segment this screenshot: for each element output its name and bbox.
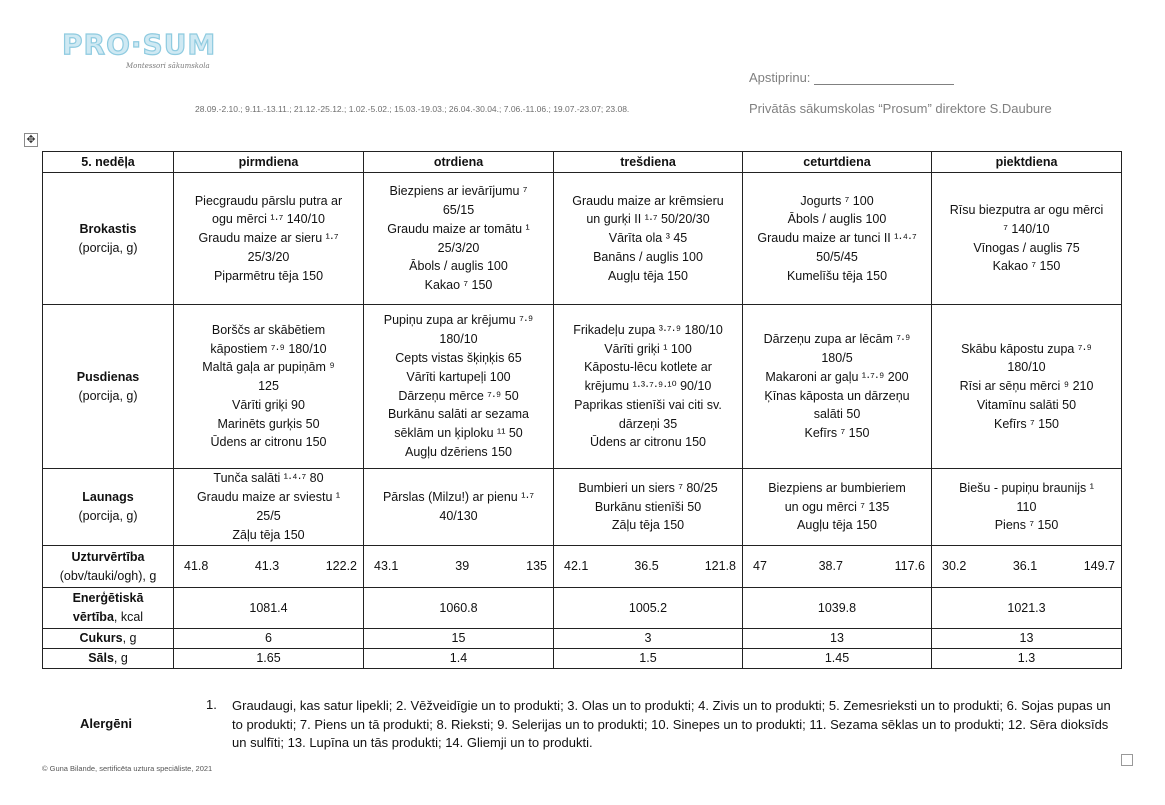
row-label bbox=[43, 173, 174, 305]
menu-line: Cepts vistas šķiņķis 65 bbox=[395, 350, 522, 365]
copyright-footer: © Guna Bilande, sertificēta uztura speciāliste, 2021 bbox=[42, 764, 213, 773]
sugar-value: 13 bbox=[743, 629, 932, 649]
menu-line: Frikadeļu zupa ³·⁷·⁹ 180/10 bbox=[573, 322, 723, 337]
protein-value: 42.1 bbox=[564, 559, 589, 574]
menu-line: Biezpiens ar ievārījumu ⁷ bbox=[389, 184, 528, 199]
sugar-label: Cukurs bbox=[79, 631, 123, 645]
salt-value: 1.5 bbox=[554, 648, 743, 668]
menu-line: Graudu maize ar sieru ¹·⁷ bbox=[198, 231, 339, 246]
menu-line: Ūdens ar citronu 150 bbox=[210, 435, 327, 450]
energy-value: 1021.3 bbox=[932, 588, 1122, 629]
menu-line: Ķīnas kāposta un dārzeņu bbox=[764, 388, 910, 403]
sugar-value: 13 bbox=[932, 629, 1122, 649]
menu-line: Zāļu tēja 150 bbox=[611, 518, 685, 533]
menu-line: Piparmētru tēja 150 bbox=[213, 268, 324, 283]
salt-value: 1.65 bbox=[174, 648, 364, 668]
nutrition-cell bbox=[932, 546, 1122, 588]
meal-cell bbox=[364, 173, 554, 305]
menu-line: Rīsu biezputra ar ogu mērci bbox=[949, 202, 1104, 217]
meal-cell bbox=[174, 305, 364, 469]
salt-value: 1.4 bbox=[364, 648, 554, 668]
salt-value: 1.45 bbox=[743, 648, 932, 668]
snack-row bbox=[43, 469, 1122, 546]
menu-line: Borščs ar skābētiem bbox=[211, 322, 326, 337]
allergens-label: Alergēni bbox=[80, 716, 133, 731]
day-header: piektdiena bbox=[932, 152, 1122, 173]
menu-line: Rīsi ar sēņu mērci ⁹ 210 bbox=[959, 379, 1094, 394]
menu-dates: 28.09.-2.10.; 9.11.-13.11.; 21.12.-25.12.; 1.02.-5.02.; 15.03.-19.03.; 26.04.-30.04.; 7.06.-11.06.; 19.07.-23.07; 23.08. bbox=[195, 104, 630, 114]
fat-value: 39 bbox=[455, 559, 470, 574]
table-move-handle-icon[interactable]: ✥ bbox=[24, 133, 38, 147]
lunch-row bbox=[43, 305, 1122, 469]
carbs-value: 122.2 bbox=[325, 559, 357, 574]
nutrition-units: (obv/tauki/ogh), g bbox=[59, 568, 157, 583]
carbs-value: 117.6 bbox=[894, 559, 925, 574]
meal-cell bbox=[932, 469, 1122, 546]
menu-line: 180/10 bbox=[1007, 360, 1046, 375]
menu-line: ⁷ 140/10 bbox=[1003, 221, 1050, 236]
fat-value: 38.7 bbox=[818, 559, 843, 574]
menu-line: 25/5 bbox=[256, 509, 281, 523]
menu-line: Ābols / auglis 100 bbox=[409, 259, 508, 274]
allergens-number: 1. bbox=[206, 697, 217, 712]
menu-line: Banāns / auglis 100 bbox=[593, 249, 703, 264]
meal-cell bbox=[932, 173, 1122, 305]
breakfast-label: Brokastis bbox=[79, 221, 137, 236]
nutrition-cell bbox=[743, 546, 932, 588]
menu-line: Vārīti griķi 90 bbox=[232, 397, 305, 412]
signature-line bbox=[814, 73, 954, 85]
salt-value: 1.3 bbox=[932, 648, 1122, 668]
meal-cell bbox=[174, 173, 364, 305]
menu-line: 110 bbox=[1016, 499, 1037, 514]
menu-line: salāti 50 bbox=[813, 407, 861, 422]
menu-line: Graudu maize ar tomātu ¹ bbox=[387, 221, 530, 236]
menu-line: Kāpostu-lēcu kotlete ar bbox=[584, 360, 712, 375]
meal-cell bbox=[174, 469, 364, 546]
menu-line: 40/130 bbox=[439, 509, 478, 523]
row-label bbox=[43, 648, 174, 668]
protein-value: 41.8 bbox=[184, 559, 209, 574]
meal-cell bbox=[364, 305, 554, 469]
menu-line: Pupiņu zupa ar krējumu ⁷·⁹ bbox=[383, 313, 534, 328]
salt-row bbox=[43, 648, 1122, 668]
menu-line: Piecgraudu pārslu putra ar bbox=[194, 193, 343, 208]
menu-line: Burkānu stienīši 50 bbox=[594, 499, 702, 514]
table-header-row bbox=[43, 152, 1122, 173]
carbs-value: 149.7 bbox=[1083, 559, 1115, 574]
menu-line: sēklām un ķiploku ¹¹ 50 bbox=[394, 426, 523, 441]
menu-line: Vārīta ola ³ 45 bbox=[608, 231, 688, 246]
menu-line: Pārslas (Milzu!) ar pienu ¹·⁷ bbox=[382, 490, 535, 505]
approval-label: Apstiprinu: bbox=[749, 70, 811, 85]
sugar-unit: , g bbox=[122, 631, 137, 645]
menu-line: 25/3/20 bbox=[437, 240, 480, 255]
menu-line: Bumbieri un siers ⁷ 80/25 bbox=[578, 480, 718, 495]
meal-cell bbox=[743, 173, 932, 305]
breakfast-row bbox=[43, 173, 1122, 305]
menu-line: Vārīti kartupeļi 100 bbox=[406, 369, 511, 384]
menu-line: 180/10 bbox=[439, 332, 478, 347]
salt-label: Sāls bbox=[88, 650, 114, 665]
portion-note: (porcija, g) bbox=[78, 240, 138, 255]
menu-line: Paprikas stienīši vai citi sv. bbox=[574, 397, 722, 412]
meal-cell bbox=[743, 469, 932, 546]
school-logo bbox=[62, 30, 222, 78]
menu-line: 25/3/20 bbox=[247, 249, 290, 264]
meal-cell bbox=[554, 469, 743, 546]
nutrition-cell bbox=[364, 546, 554, 588]
menu-line: Kefīrs ⁷ 150 bbox=[994, 416, 1059, 431]
menu-line: Kefīrs ⁷ 150 bbox=[804, 426, 870, 441]
nutrition-label: Uzturvērtība bbox=[71, 549, 145, 564]
menu-line: dārzeņi 35 bbox=[618, 416, 678, 431]
menu-line: Graudu maize ar tunci II ¹·⁴·⁷ bbox=[757, 231, 917, 246]
menu-line: Dārzeņu mērce ⁷·⁹ 50 bbox=[398, 388, 519, 403]
menu-line: 180/5 bbox=[821, 350, 853, 365]
energy-value: 1039.8 bbox=[743, 588, 932, 629]
energy-unit: , kcal bbox=[113, 610, 144, 624]
menu-line: Kakao ⁷ 150 bbox=[992, 259, 1061, 274]
row-label bbox=[43, 629, 174, 649]
energy-value: 1060.8 bbox=[364, 588, 554, 629]
row-label bbox=[43, 469, 174, 546]
menu-line: Graudu maize ar krēmsieru bbox=[572, 193, 724, 208]
menu-line: Marinēts gurķis 50 bbox=[217, 416, 320, 431]
menu-line: Vitamīnu salāti 50 bbox=[976, 397, 1077, 412]
week-label: 5. nedēļa bbox=[43, 152, 174, 173]
allergens-list: Graudaugi, kas satur lipekli; 2. Vēžveidīgie un to produkti; 3. Olas un to produkti; 4. Zivis un to produkti; 5. Zemesrieksti un to produkti; 6. Sojas pupas un to produkti; 7. Piens un tā produkti; 8. Rieksti; 9. Selerijas un to produkti; 10. Sinepes un to produkti; 11. Sezama sēklas un to produkti; 12. Sēra dioksīds un sulfīti; 13. Lupīna un tās produkti; 14. Gliemji un to produkti. bbox=[232, 698, 1111, 750]
menu-line: Makaroni ar gaļu ¹·⁷·⁹ 200 bbox=[765, 369, 909, 384]
fat-value: 41.3 bbox=[254, 559, 280, 574]
salt-unit: , g bbox=[113, 650, 128, 665]
menu-line: Augļu tēja 150 bbox=[608, 268, 688, 283]
sugar-row bbox=[43, 629, 1122, 649]
logo-subtitle: Montessori sākumskola bbox=[126, 62, 210, 70]
energy-label-b: vērtība bbox=[72, 610, 114, 624]
row-label bbox=[43, 305, 174, 469]
row-label bbox=[43, 588, 174, 629]
menu-line: 50/5/45 bbox=[816, 249, 858, 264]
day-header: otrdiena bbox=[364, 152, 554, 173]
sugar-value: 3 bbox=[554, 629, 743, 649]
menu-line: Zāļu tēja 150 bbox=[232, 527, 305, 542]
day-header: trešdiena bbox=[554, 152, 743, 173]
menu-line: Skābu kāpostu zupa ⁷·⁹ bbox=[961, 341, 1092, 356]
menu-line: Tunča salāti ¹·⁴·⁷ 80 bbox=[213, 471, 324, 486]
menu-line: Dārzeņu zupa ar lēcām ⁷·⁹ bbox=[763, 332, 911, 347]
protein-value: 43.1 bbox=[374, 559, 399, 574]
sugar-value: 6 bbox=[174, 629, 364, 649]
snack-label: Launags bbox=[82, 490, 134, 505]
meal-cell bbox=[554, 305, 743, 469]
menu-line: Piens ⁷ 150 bbox=[994, 518, 1059, 533]
menu-line: ogu mērci ¹·⁷ 140/10 bbox=[212, 212, 325, 227]
portion-note: (porcija, g) bbox=[78, 509, 138, 523]
menu-line: un gurķi II ¹·⁷ 50/20/30 bbox=[586, 212, 710, 227]
menu-line: Augļu tēja 150 bbox=[797, 518, 877, 533]
menu-line: Burkānu salāti ar sezama bbox=[387, 407, 530, 422]
sugar-value: 15 bbox=[364, 629, 554, 649]
protein-value: 47 bbox=[753, 559, 767, 574]
energy-label-a: Enerģētiskā bbox=[72, 591, 144, 606]
menu-line: kāpostiem ⁷·⁹ 180/10 bbox=[210, 341, 327, 356]
energy-value: 1081.4 bbox=[174, 588, 364, 629]
menu-line: Augļu dzēriens 150 bbox=[404, 444, 513, 459]
weekly-menu-table bbox=[42, 151, 1122, 669]
meal-cell bbox=[743, 305, 932, 469]
menu-line: 65/15 bbox=[442, 202, 475, 217]
energy-value: 1005.2 bbox=[554, 588, 743, 629]
menu-line: Vīnogas / auglis 75 bbox=[973, 240, 1080, 255]
menu-line: un ogu mērci ⁷ 135 bbox=[784, 499, 890, 514]
director-line: Privātās sākumskolas “Prosum” direktore S.Daubure bbox=[749, 101, 1052, 116]
nutrition-row bbox=[43, 546, 1122, 588]
menu-line: 125 bbox=[258, 379, 279, 394]
logo-title: PRO·SUM bbox=[62, 28, 217, 61]
portion-note: (porcija, g) bbox=[78, 388, 138, 403]
carbs-value: 121.8 bbox=[704, 559, 736, 574]
row-label bbox=[43, 546, 174, 588]
menu-line: Ābols / auglis 100 bbox=[787, 212, 887, 227]
menu-line: Maltā gaļa ar pupiņām ⁹ bbox=[202, 360, 335, 375]
menu-line: Graudu maize ar sviestu ¹ bbox=[196, 490, 341, 505]
fat-value: 36.1 bbox=[1012, 559, 1038, 574]
fat-value: 36.5 bbox=[634, 559, 659, 574]
menu-line: Jogurts ⁷ 100 bbox=[800, 193, 874, 208]
protein-value: 30.2 bbox=[942, 559, 967, 574]
page-corner-marker bbox=[1121, 754, 1133, 766]
carbs-value: 135 bbox=[526, 559, 547, 574]
menu-line: Biezpiens ar bumbieriem bbox=[768, 480, 906, 495]
approval-line bbox=[749, 70, 954, 85]
nutrition-cell bbox=[554, 546, 743, 588]
meal-cell bbox=[364, 469, 554, 546]
menu-line: Vārīti griķi ¹ 100 bbox=[604, 341, 692, 356]
menu-line: krējumu ¹·³·⁷·⁹·¹⁰ 90/10 bbox=[584, 379, 712, 394]
menu-line: Biešu - pupiņu braunijs ¹ bbox=[959, 480, 1094, 495]
energy-row bbox=[43, 588, 1122, 629]
menu-line: Kakao ⁷ 150 bbox=[424, 278, 493, 293]
day-header: ceturtdiena bbox=[743, 152, 932, 173]
lunch-label: Pusdienas bbox=[76, 369, 140, 384]
menu-line: Kumelīšu tēja 150 bbox=[786, 268, 888, 283]
meal-cell bbox=[554, 173, 743, 305]
day-header: pirmdiena bbox=[174, 152, 364, 173]
meal-cell bbox=[932, 305, 1122, 469]
nutrition-cell bbox=[174, 546, 364, 588]
menu-line: Ūdens ar citronu 150 bbox=[589, 435, 707, 450]
